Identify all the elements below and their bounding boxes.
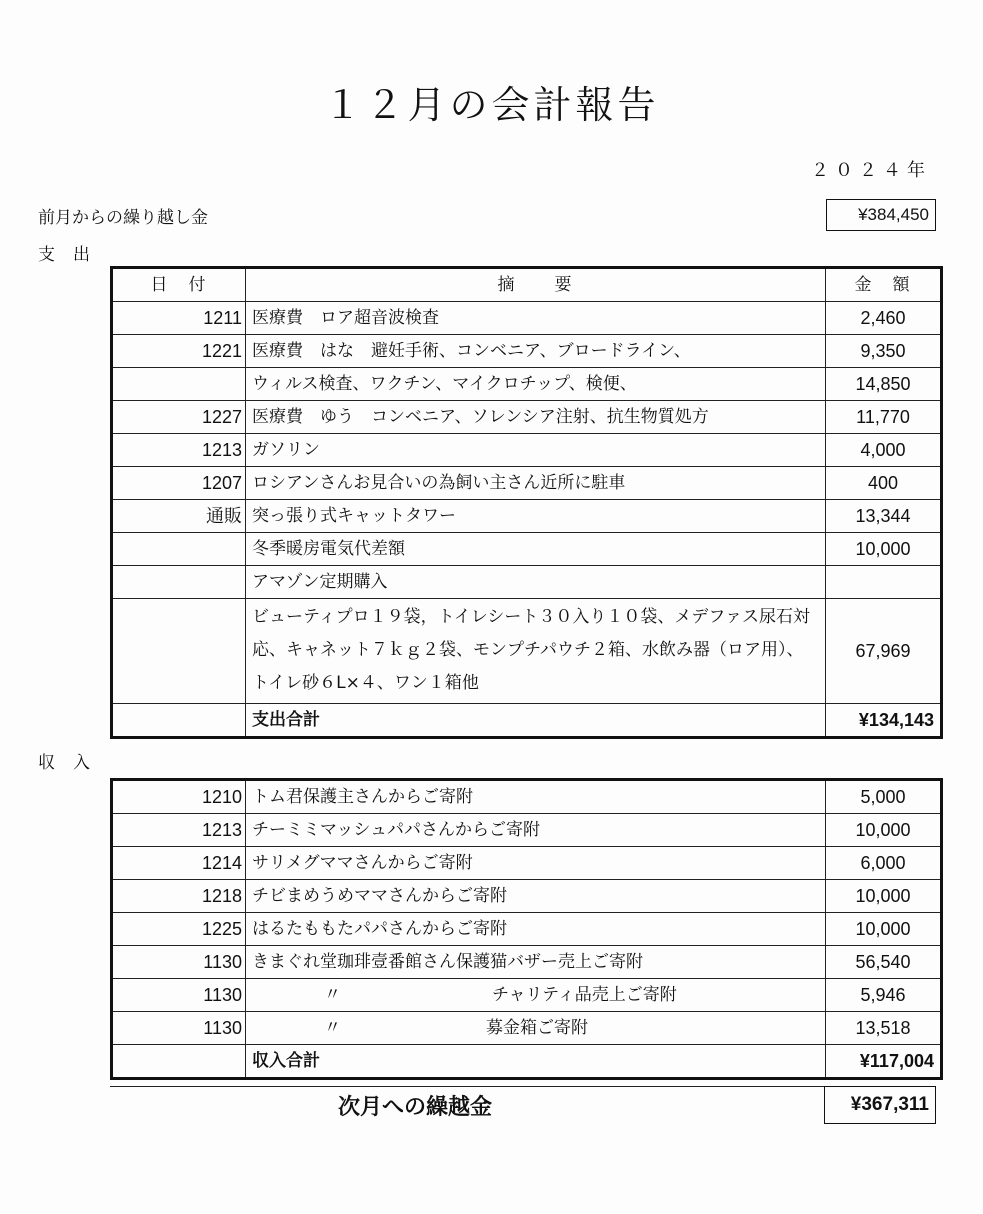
date-cell <box>112 599 246 704</box>
header-date: 日 付 <box>112 268 246 302</box>
date-cell: 1210 <box>112 780 246 814</box>
date-cell: 1207 <box>112 467 246 500</box>
expense-total-row <box>112 704 942 738</box>
table-row <box>112 401 942 434</box>
expense-section-label: 支出 <box>38 245 108 265</box>
table-row <box>112 302 942 335</box>
description-cell <box>246 979 826 1012</box>
expense-header-row <box>112 268 942 302</box>
description-cell: チビまめうめママさんからご寄附 <box>246 880 826 913</box>
description-cell: ビューティプロ１９袋，トイレシート３０入り１０袋、メデファス尿石対応、キャネット７ｋｇ２袋、モンプチパウチ２箱、水飲み器（ロア用）、トイレ砂６L×４、ワン１箱他 <box>246 599 826 704</box>
table-row <box>112 1012 942 1045</box>
income-total-label: 収入合計 <box>246 1045 826 1079</box>
description-cell: 冬季暖房電気代差額 <box>246 533 826 566</box>
table-row <box>112 814 942 847</box>
carryover-amount: ¥384,450 <box>826 199 936 231</box>
table-row <box>112 880 942 913</box>
date-cell <box>112 566 246 599</box>
description-cell: ロシアンさんお見合いの為飼い主さん近所に駐車 <box>246 467 826 500</box>
next-carryover-amount: ¥367,311 <box>824 1086 936 1124</box>
amount-cell: 56,540 <box>826 946 942 979</box>
table-row <box>112 500 942 533</box>
final-divider <box>110 1086 824 1087</box>
report-year: ２０２４年 <box>811 160 931 181</box>
amount-cell: 2,460 <box>826 302 942 335</box>
date-cell: 1130 <box>112 979 246 1012</box>
date-cell: 1130 <box>112 1012 246 1045</box>
amount-cell: 400 <box>826 467 942 500</box>
table-row <box>112 979 942 1012</box>
empty-cell <box>112 704 246 738</box>
amount-cell: 67,969 <box>826 599 942 704</box>
table-row <box>112 913 942 946</box>
amount-cell: 14,850 <box>826 368 942 401</box>
amount-cell: 6,000 <box>826 847 942 880</box>
date-cell <box>112 368 246 401</box>
table-row <box>112 780 942 814</box>
table-row <box>112 434 942 467</box>
description-cell: はるたももたパパさんからご寄附 <box>246 913 826 946</box>
table-row <box>112 368 942 401</box>
amount-cell: 10,000 <box>826 814 942 847</box>
table-row <box>112 533 942 566</box>
amount-cell: 5,000 <box>826 780 942 814</box>
header-desc: 摘 要 <box>246 268 826 302</box>
description-cell: 突っ張り式キャットタワー <box>246 500 826 533</box>
description-cell: トム君保護主さんからご寄附 <box>246 780 826 814</box>
amount-cell: 11,770 <box>826 401 942 434</box>
carryover-label: 前月からの繰り越し金 <box>38 208 208 228</box>
description-cell: ウィルス検査、ワクチン、マイクロチップ、検便、 <box>246 368 826 401</box>
description-cell: ガソリン <box>246 434 826 467</box>
table-row <box>112 566 942 599</box>
amount-cell: 10,000 <box>826 533 942 566</box>
income-section-label: 収入 <box>38 753 108 773</box>
description-cell: サリメグママさんからご寄附 <box>246 847 826 880</box>
income-total-row <box>112 1045 942 1079</box>
table-row <box>112 599 942 704</box>
expense-total-label: 支出合計 <box>246 704 826 738</box>
date-cell: 1225 <box>112 913 246 946</box>
description-cell <box>246 1012 826 1045</box>
income-table <box>110 778 943 1080</box>
header-amount: 金 額 <box>826 268 942 302</box>
amount-cell: 9,350 <box>826 335 942 368</box>
description-cell: アマゾン定期購入 <box>246 566 826 599</box>
date-cell: 1213 <box>112 814 246 847</box>
amount-cell <box>826 566 942 599</box>
date-cell: 1221 <box>112 335 246 368</box>
table-row <box>112 467 942 500</box>
date-cell: 1211 <box>112 302 246 335</box>
date-cell: 1227 <box>112 401 246 434</box>
date-cell: 通販 <box>112 500 246 533</box>
date-cell: 1213 <box>112 434 246 467</box>
amount-cell: 4,000 <box>826 434 942 467</box>
description-cell: きまぐれ堂珈琲壹番館さん保護猫バザー売上ご寄附 <box>246 946 826 979</box>
income-total-amount: ¥117,004 <box>826 1045 942 1079</box>
amount-cell: 10,000 <box>826 880 942 913</box>
page-title: １２月の会計報告 <box>323 83 660 127</box>
description-cell: 医療費 ロア超音波検査 <box>246 302 826 335</box>
ditto-mark: 〃 <box>324 1018 341 1038</box>
amount-cell: 10,000 <box>826 913 942 946</box>
table-row <box>112 847 942 880</box>
date-cell: 1218 <box>112 880 246 913</box>
ditto-description: 募金箱ご寄附 <box>486 1018 588 1038</box>
ditto-mark: 〃 <box>324 985 341 1005</box>
amount-cell: 13,344 <box>826 500 942 533</box>
description-cell: チーミミマッシュパパさんからご寄附 <box>246 814 826 847</box>
ditto-description: チャリティ品売上ご寄附 <box>492 985 677 1005</box>
description-cell: 医療費 ゆう コンベニア、ソレンシア注射、抗生物質処方 <box>246 401 826 434</box>
date-cell: 1214 <box>112 847 246 880</box>
empty-cell <box>112 1045 246 1079</box>
amount-cell: 5,946 <box>826 979 942 1012</box>
date-cell: 1130 <box>112 946 246 979</box>
description-cell: 医療費 はな 避妊手術、コンベニア、ブロードライン、 <box>246 335 826 368</box>
table-row <box>112 335 942 368</box>
date-cell <box>112 533 246 566</box>
table-row <box>112 946 942 979</box>
expense-total-amount: ¥134,143 <box>826 704 942 738</box>
next-carryover-label: 次月への繰越金 <box>338 1095 493 1120</box>
amount-cell: 13,518 <box>826 1012 942 1045</box>
expense-table <box>110 266 943 739</box>
